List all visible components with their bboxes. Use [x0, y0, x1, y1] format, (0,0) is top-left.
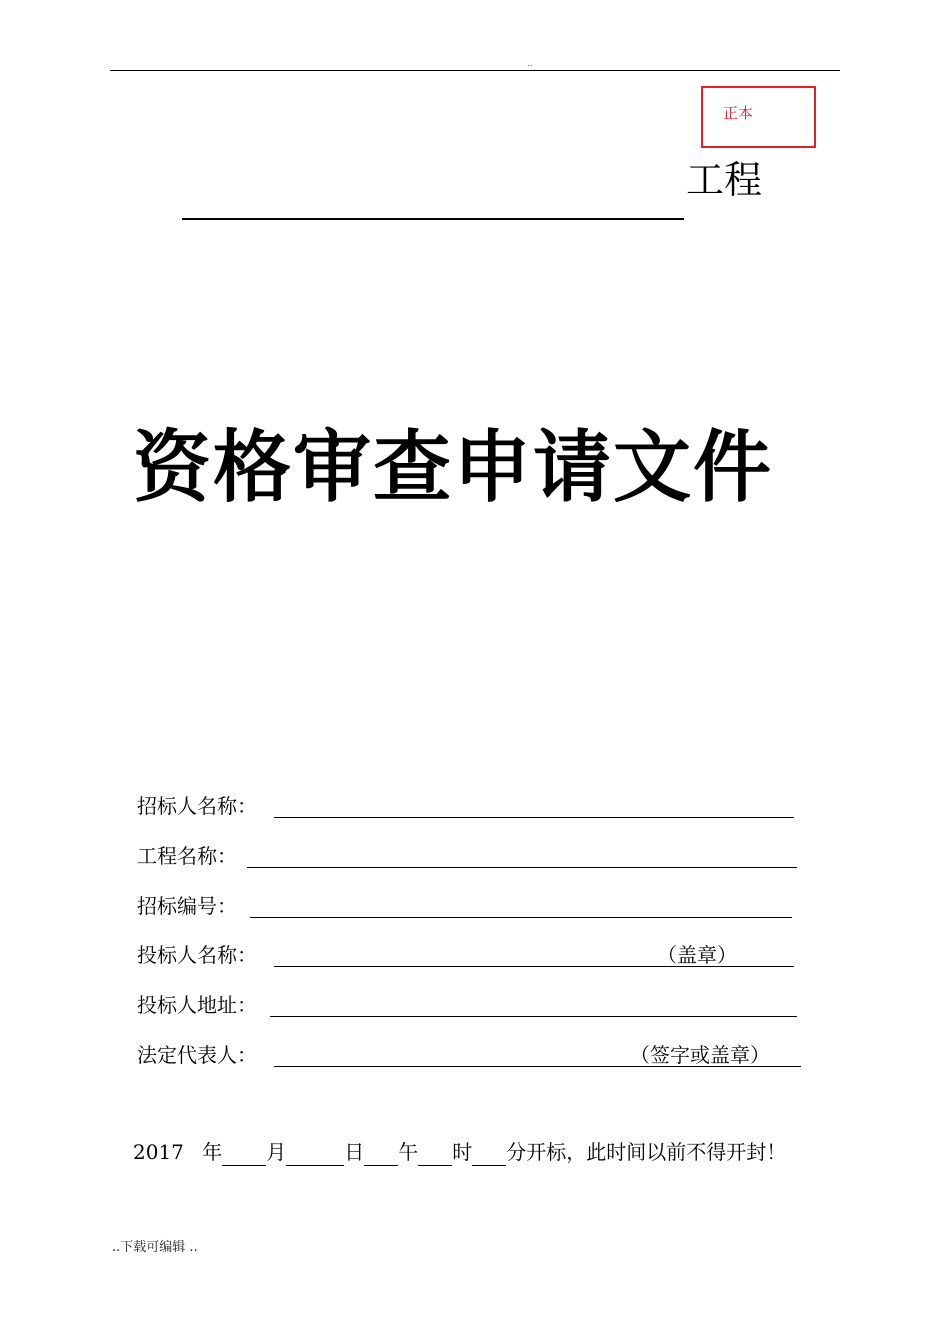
bid-opening-time [133, 1138, 786, 1166]
opening-year-unit: 年 [202, 1140, 223, 1164]
field-label: 招标编号： [137, 894, 237, 918]
field-label: 招标人名称： [137, 794, 257, 818]
opening-year: 2017 [133, 1140, 184, 1164]
day-blank [286, 1143, 344, 1166]
project-suffix: 工程 [686, 158, 763, 202]
header-dots: .. [527, 59, 533, 68]
field-blank [274, 817, 794, 818]
ampm-blank [364, 1143, 398, 1166]
field-blank [247, 867, 797, 868]
field-label: 投标人名称： [137, 943, 257, 967]
opening-month-unit: 月 [266, 1140, 287, 1164]
opening-day-unit: 日 [344, 1140, 365, 1164]
hour-blank [418, 1143, 452, 1166]
project-name-blank [182, 218, 684, 220]
field-blank [270, 1016, 797, 1017]
month-blank [222, 1143, 266, 1166]
field-label: 法定代表人： [137, 1043, 257, 1067]
field-label: 工程名称： [137, 844, 237, 868]
field-blank [250, 917, 792, 918]
seal-note: （盖章） [657, 943, 737, 967]
opening-ampm-unit: 午 [398, 1140, 419, 1164]
opening-tail: 分开标，此时间以前不得开封！ [506, 1140, 787, 1164]
opening-hour-unit: 时 [452, 1140, 473, 1164]
footer-note: ..下载可编辑 .. [112, 1240, 198, 1255]
document-title: 资格审查申请文件 [133, 422, 774, 513]
original-copy-stamp [701, 86, 816, 148]
stamp-label: 正本 [723, 104, 754, 122]
field-label: 投标人地址： [137, 993, 257, 1017]
signature-note: （签字或盖章） [630, 1043, 770, 1067]
minute-blank [472, 1143, 506, 1166]
header-rule [110, 70, 840, 71]
